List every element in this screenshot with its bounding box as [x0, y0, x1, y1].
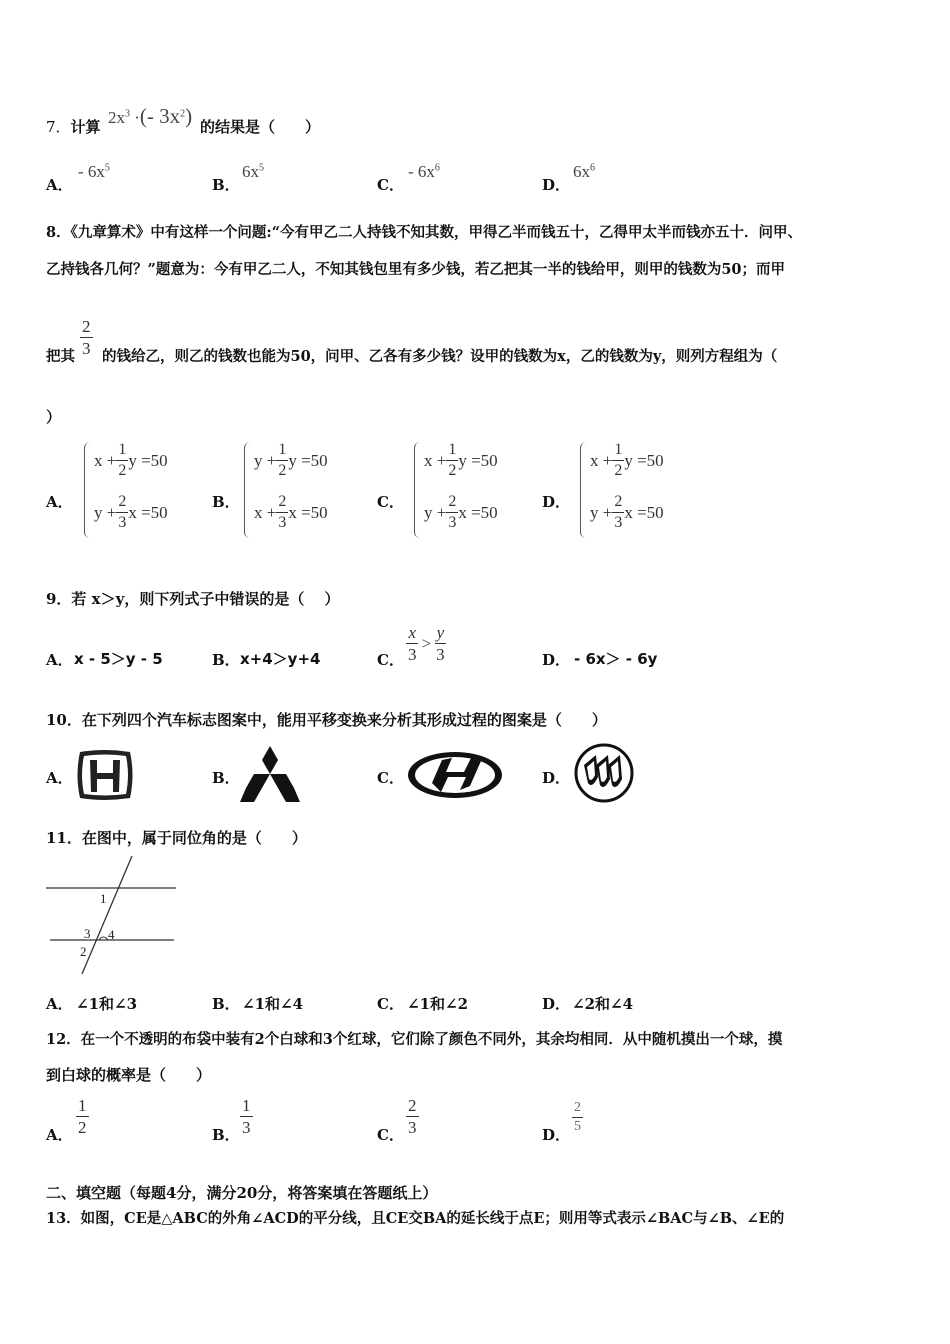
q8-line-3-suffix: 的钱给乙，则乙的钱数也能为50，问甲、乙各有多少钱？设甲的钱数为x，乙的钱数为y，则列方程组为（: [102, 348, 778, 365]
q7-option-a-base: - 6x: [78, 162, 105, 181]
q10-stem: 10．在下列四个汽车标志图案中，能用平移变换来分析其形成过程的图案是（ ）: [46, 711, 607, 729]
q7-option-d-label: D．: [542, 176, 571, 194]
term: y +: [590, 502, 613, 522]
q12-option-c[interactable]: [406, 1097, 419, 1136]
term: y +: [94, 502, 117, 522]
num: 2: [408, 1096, 417, 1115]
q7-option-a[interactable]: [78, 162, 110, 182]
num: 2: [116, 494, 128, 513]
q7-option-c-exp: 6: [434, 162, 440, 174]
q8-option-a-row2: [94, 494, 168, 531]
den: 2: [118, 462, 127, 479]
hyundai-logo-icon: [406, 750, 504, 800]
q10-option-c[interactable]: [406, 750, 504, 804]
q8-option-b-row1: [254, 442, 328, 479]
num: 2: [572, 1101, 583, 1118]
q12-option-a-label: A．: [46, 1126, 73, 1144]
q7-option-a-label: A．: [46, 176, 73, 194]
angle-label-1: 1: [100, 891, 107, 906]
q7-expr-a: 2x: [108, 108, 125, 127]
q11-option-b[interactable]: ∠1和∠4: [242, 995, 304, 1013]
relation: >: [421, 633, 432, 653]
q7-prefix: 计算: [70, 118, 101, 136]
q8-option-d-row2: [590, 494, 664, 531]
q7-expr-dot: ·: [134, 108, 140, 127]
angle-label-3: 3: [84, 926, 91, 941]
q8-option-b-label: B．: [212, 493, 240, 511]
num: 1: [116, 442, 128, 461]
term: x =50: [458, 502, 498, 522]
q9-option-d-label: D．: [542, 651, 571, 669]
den: 2: [614, 462, 623, 479]
q10-option-d-label: D．: [542, 769, 571, 787]
q10-option-c-label: C．: [377, 769, 404, 787]
q12-option-b-label: B．: [212, 1126, 240, 1144]
term: x +: [254, 502, 277, 522]
q7-expr-b-close: ): [185, 104, 193, 128]
term: x =50: [128, 502, 168, 522]
q7-option-a-exp: 5: [104, 162, 110, 174]
buick-logo-icon: [574, 743, 634, 803]
term: x =50: [288, 502, 328, 522]
num: 1: [242, 1096, 251, 1115]
q9-option-a[interactable]: x - 5＞y - 5: [74, 650, 163, 668]
q8-fraction-den: 3: [82, 339, 91, 358]
q7-option-b[interactable]: [242, 162, 264, 182]
q12-line-2: 到白球的概率是（ ）: [46, 1066, 212, 1084]
q7-expr-b-exp: 2: [180, 108, 186, 120]
q9-option-b-label: B．: [212, 651, 240, 669]
q12-option-b[interactable]: [240, 1097, 253, 1136]
q11-figure: [44, 854, 180, 982]
den: 3: [448, 514, 457, 531]
num: 1: [78, 1096, 87, 1115]
q7-option-c-label: C．: [377, 176, 404, 194]
den: 3: [614, 514, 623, 531]
num: 2: [612, 494, 624, 513]
q7-number: 7．: [46, 118, 71, 136]
q9-option-b[interactable]: x+4＞y+4: [240, 650, 321, 668]
q7-option-d[interactable]: [573, 162, 595, 182]
q10-option-b-label: B．: [212, 769, 240, 787]
q11-option-b-label: B．: [212, 995, 240, 1013]
q11-stem: 11．在图中，属于同位角的是（ ）: [46, 829, 307, 847]
den: 2: [278, 462, 287, 479]
term: y =50: [288, 450, 328, 470]
q7-option-d-base: 6x: [573, 162, 590, 181]
section-2-heading: 二、填空题（每题4分，满分20分，将答案填在答题纸上）: [46, 1184, 438, 1202]
num: y: [436, 623, 445, 642]
den: 3: [278, 514, 287, 531]
q7-option-b-label: B．: [212, 176, 240, 194]
q13-line-1: 13．如图，CE是△ABC的外角∠ACD的平分线，且CE交BA的延长线于点E；则用等式表示∠BAC与∠B、∠E的: [46, 1210, 785, 1227]
term: x +: [424, 450, 447, 470]
term: y =50: [128, 450, 168, 470]
q10-option-b[interactable]: [240, 746, 300, 806]
q10-option-a-label: A．: [46, 769, 73, 787]
q10-option-a[interactable]: [74, 748, 136, 806]
q11-option-c-label: C．: [377, 995, 404, 1013]
q8-option-d-row1: [590, 442, 664, 479]
den: 5: [574, 1119, 581, 1134]
q9-option-c-label: C．: [377, 651, 404, 669]
den: 3: [436, 645, 445, 664]
term: y =50: [624, 450, 664, 470]
q8-option-b-row2: [254, 494, 328, 531]
brace: [580, 442, 587, 538]
num: 1: [612, 442, 624, 461]
q9-option-d[interactable]: - 6x＞ - 6y: [574, 650, 658, 668]
angle-label-2: 2: [80, 944, 87, 959]
q11-option-d[interactable]: ∠2和∠4: [572, 995, 634, 1013]
num: 1: [276, 442, 288, 461]
honda-logo-icon: [74, 748, 136, 802]
brace: [414, 442, 421, 538]
parallel-lines-figure: [44, 854, 180, 978]
term: y +: [254, 450, 277, 470]
q7-option-d-exp: 6: [590, 162, 595, 174]
den: 2: [448, 462, 457, 479]
num: 1: [446, 442, 458, 461]
q9-option-a-label: A．: [46, 651, 73, 669]
brace: [84, 442, 91, 538]
q8-line-1: 8．《九章算术》中有这样一个问题:“今有甲乙二人持钱不知其数，甲得乙半而钱五十，乙得甲太半而钱亦五十．问甲、: [46, 224, 803, 241]
q11-option-a-label: A．: [46, 995, 73, 1013]
den: 3: [118, 514, 127, 531]
q7-expression: [108, 104, 192, 129]
mitsubishi-logo-icon: [240, 746, 300, 802]
q8-option-c-row1: [424, 442, 498, 479]
den: 3: [408, 645, 417, 664]
q12-option-a[interactable]: [76, 1097, 89, 1136]
q11-option-a[interactable]: ∠1和∠3: [76, 995, 138, 1013]
num: x: [408, 623, 417, 642]
brace: [244, 442, 251, 538]
q7-option-c-base: - 6x: [408, 162, 435, 181]
q8-line-3-prefix: 把其: [46, 348, 75, 365]
term: x +: [94, 450, 117, 470]
term: x =50: [624, 502, 664, 522]
q11-option-c[interactable]: ∠1和∠2: [407, 995, 469, 1013]
angle-label-4: 4: [108, 927, 115, 942]
q8-line-4: ）: [46, 408, 62, 426]
num: 2: [276, 494, 288, 513]
q12-option-c-label: C．: [377, 1126, 404, 1144]
q8-fraction-num: 2: [82, 317, 91, 336]
q11-option-d-label: D．: [542, 995, 571, 1013]
q12-line-1: 12．在一个不透明的布袋中装有2个白球和3个红球，它们除了颜色不同外，其余均相同．从中随机摸出一个球，摸: [46, 1031, 783, 1048]
term: x +: [590, 450, 613, 470]
q9-stem: 9．若 x＞y，则下列式子中错误的是（ ）: [46, 590, 340, 608]
num: 2: [446, 494, 458, 513]
transversal: [82, 856, 132, 974]
q7-option-b-base: 6x: [242, 162, 259, 181]
q9-option-c[interactable]: [406, 624, 447, 663]
q7-suffix: 的结果是（ ）: [200, 118, 321, 136]
q12-option-d[interactable]: [572, 1101, 583, 1134]
q8-line-2: 乙持钱各几何？”题意为：今有甲乙二人，不知其钱包里有多少钱，若乙把其一半的钱给甲，则甲的钱数为50；而甲: [46, 261, 786, 278]
q10-option-d[interactable]: [574, 743, 634, 807]
term: y +: [424, 502, 447, 522]
q12-option-d-label: D．: [542, 1126, 571, 1144]
term: y =50: [458, 450, 498, 470]
q7-expr-b: (- 3x: [139, 104, 181, 128]
q8-option-c-label: C．: [377, 493, 404, 511]
q7-expr-a-exp: 3: [125, 108, 130, 120]
den: 2: [78, 1118, 87, 1137]
q8-fraction: [80, 318, 93, 357]
q7-option-b-exp: 5: [259, 162, 264, 174]
den: 3: [242, 1118, 251, 1137]
q8-option-c-row2: [424, 494, 498, 531]
den: 3: [408, 1118, 417, 1137]
q8-option-a-row1: [94, 442, 168, 479]
q8-option-d-label: D．: [542, 493, 571, 511]
q7-stem: [46, 116, 101, 137]
q7-option-c[interactable]: [408, 162, 440, 182]
q8-option-a-label: A．: [46, 493, 73, 511]
